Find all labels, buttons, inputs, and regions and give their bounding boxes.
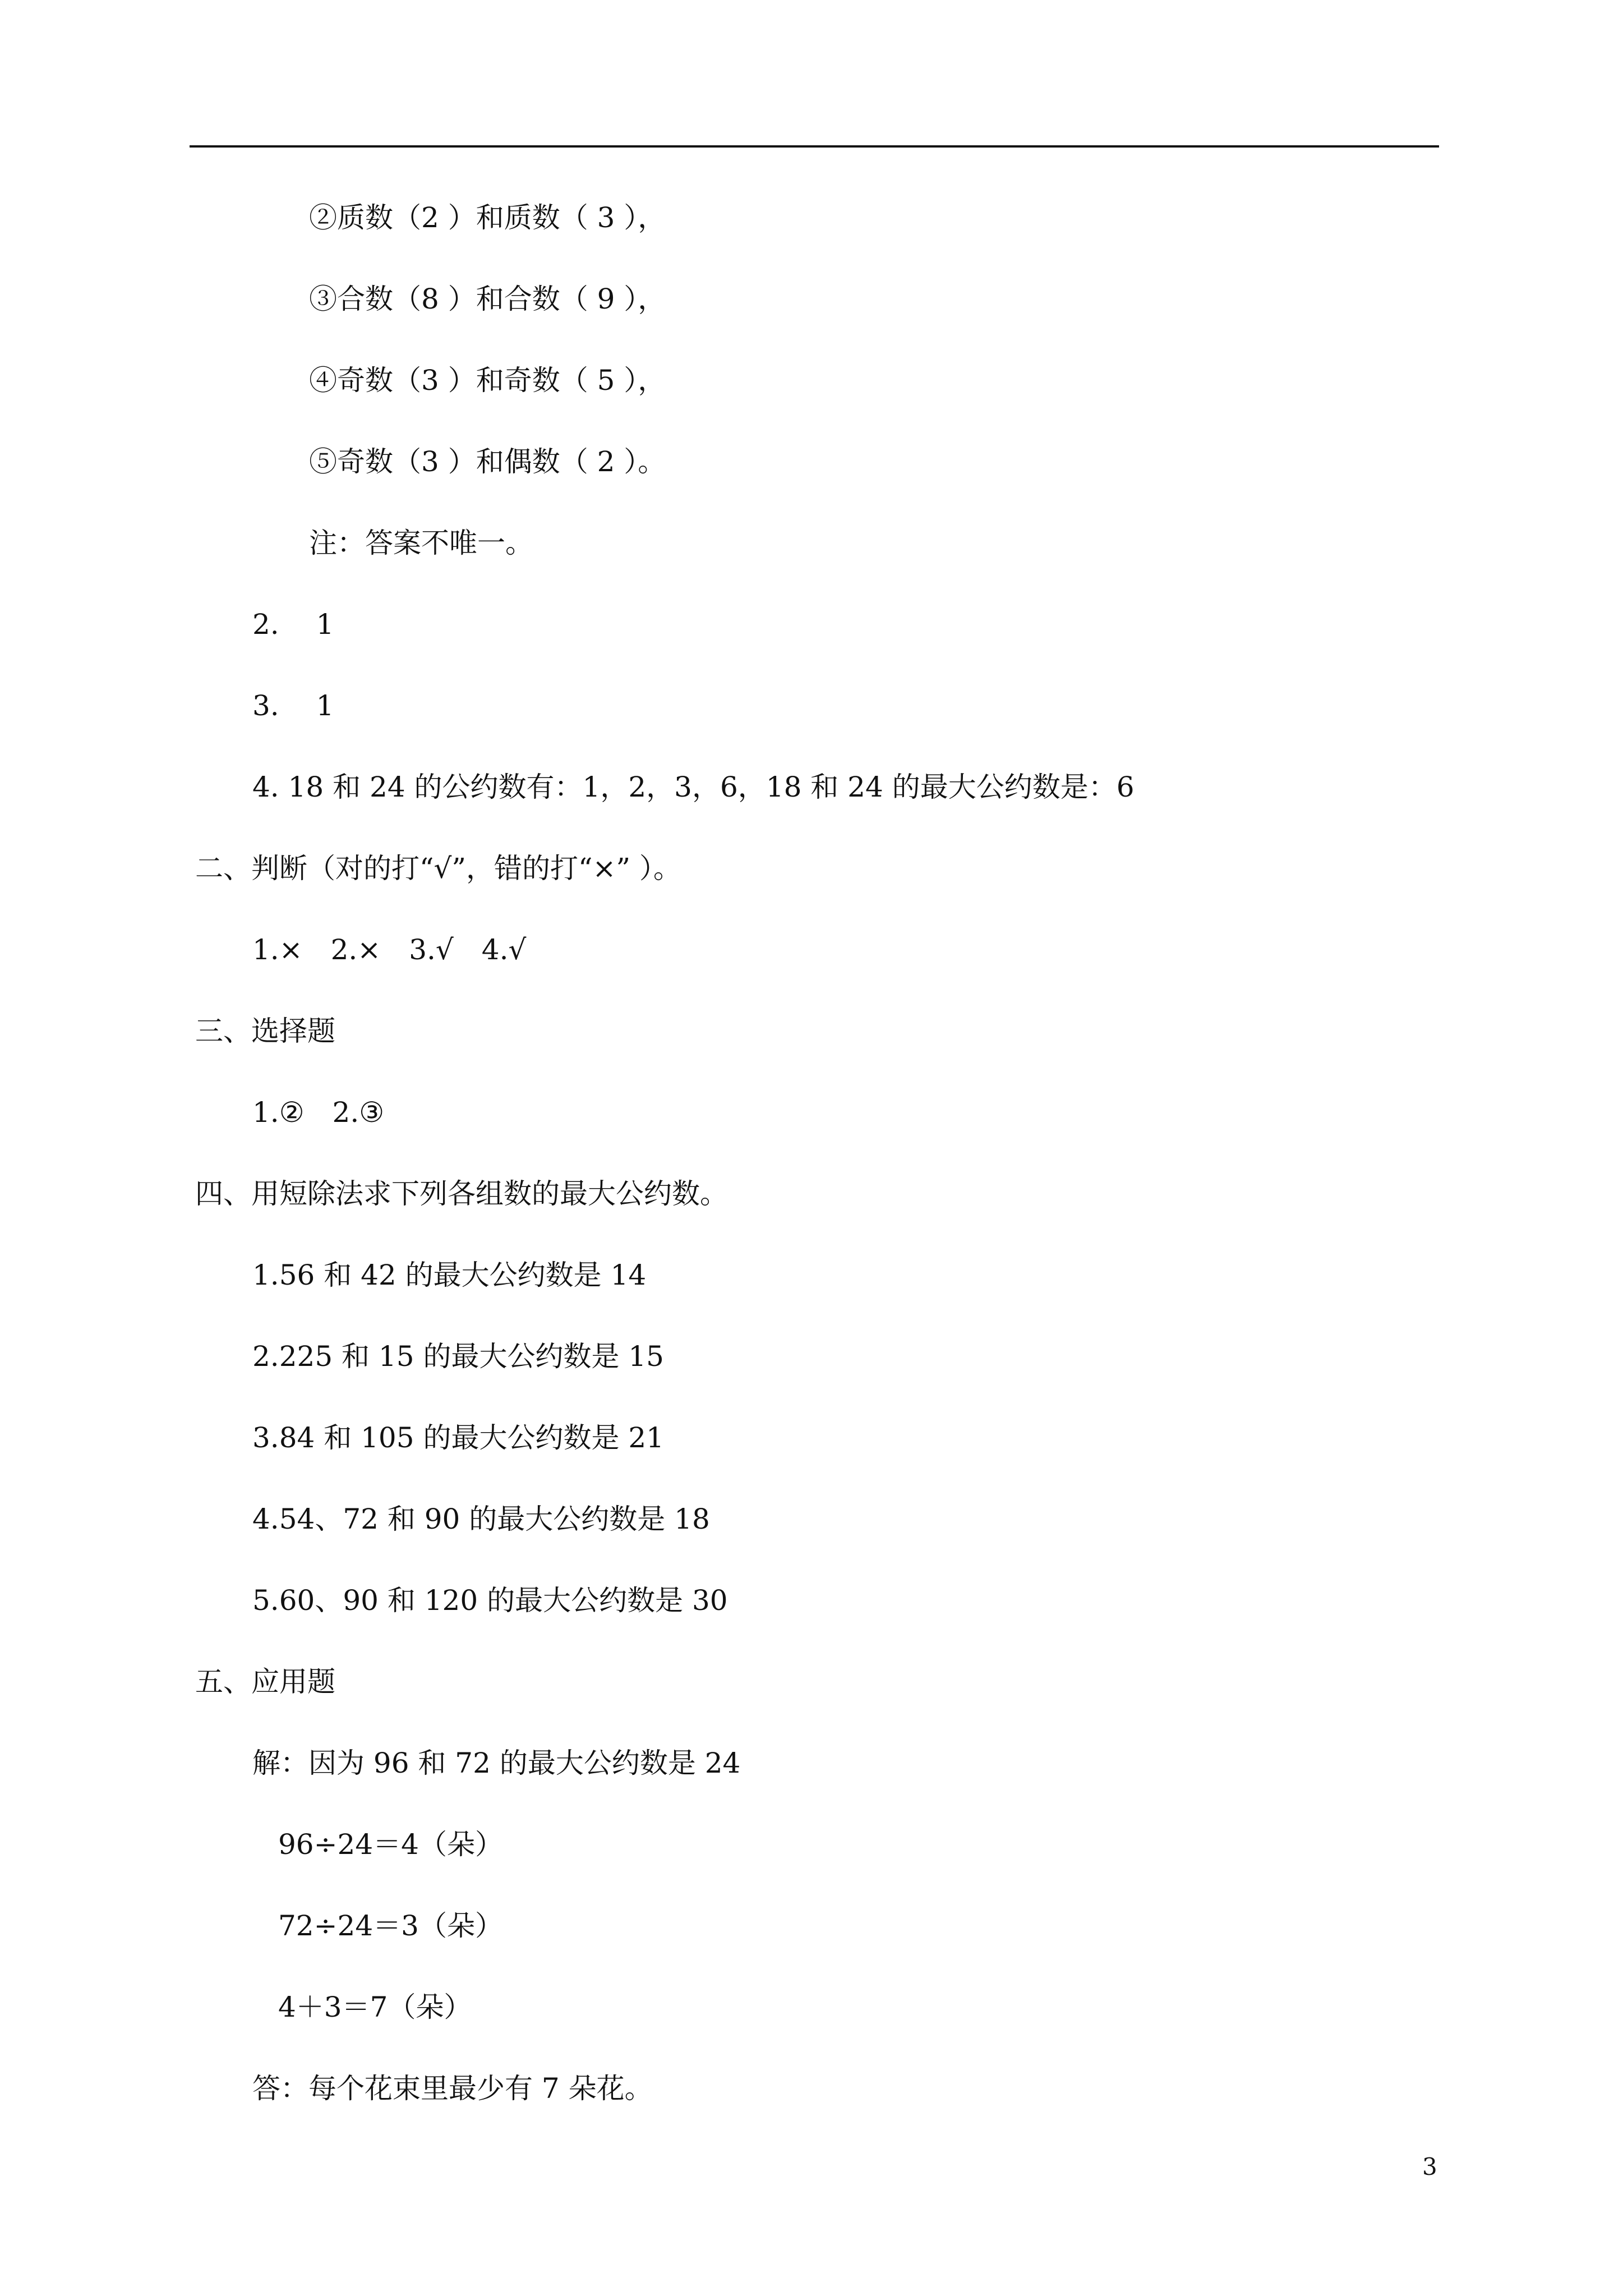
gcd-answer-2: 2.225 和 15 的最大公约数是 15 — [252, 1340, 664, 1373]
choice-answers: 1.② 2.③ — [252, 1096, 385, 1129]
solution-answer: 答：每个花束里最少有 7 朵花。 — [252, 2072, 653, 2105]
answer-2: 2. 1 — [252, 608, 334, 641]
solution-intro: 解：因为 96 和 72 的最大公约数是 24 — [252, 1747, 741, 1779]
gcd-answer-1: 1.56 和 42 的最大公约数是 14 — [252, 1259, 647, 1291]
answer-line-prime: ②质数（2 ）和质数（ 3 ）， — [309, 201, 666, 234]
answer-3: 3. 1 — [252, 689, 334, 722]
solution-step-1: 96÷24＝4（朵） — [278, 1828, 503, 1861]
solution-step-3: 4＋3＝7（朵） — [278, 1991, 472, 2023]
page-number: 3 — [1422, 2153, 1437, 2180]
solution-step-2: 72÷24＝3（朵） — [278, 1910, 503, 1942]
gcd-answer-5: 5.60、90 和 120 的最大公约数是 30 — [252, 1584, 728, 1617]
answer-line-odd-odd: ④奇数（3 ）和奇数（ 5 ）， — [309, 364, 666, 397]
section-heading-gcd: 四、用短除法求下列各组数的最大公约数。 — [195, 1177, 728, 1210]
section-heading-application: 五、应用题 — [195, 1665, 335, 1698]
answer-line-odd-even: ⑤奇数（3 ）和偶数（ 2 ）。 — [309, 445, 666, 478]
section-heading-choice: 三、选择题 — [195, 1015, 335, 1047]
gcd-answer-4: 4.54、72 和 90 的最大公约数是 18 — [252, 1503, 710, 1535]
answer-4: 4. 18 和 24 的公约数有：1，2，3，6，18 和 24 的最大公约数是：6 — [252, 771, 1135, 803]
gcd-answer-3: 3.84 和 105 的最大公约数是 21 — [252, 1421, 664, 1454]
answer-line-composite: ③合数（8 ）和合数（ 9 ）， — [309, 283, 666, 315]
header-rule — [190, 145, 1439, 148]
section-heading-judge: 二、判断（对的打“√”，错的打“×” ）。 — [195, 852, 681, 885]
note-line: 注：答案不唯一。 — [309, 527, 533, 559]
judge-answers: 1.× 2.× 3.√ 4.√ — [252, 933, 527, 966]
